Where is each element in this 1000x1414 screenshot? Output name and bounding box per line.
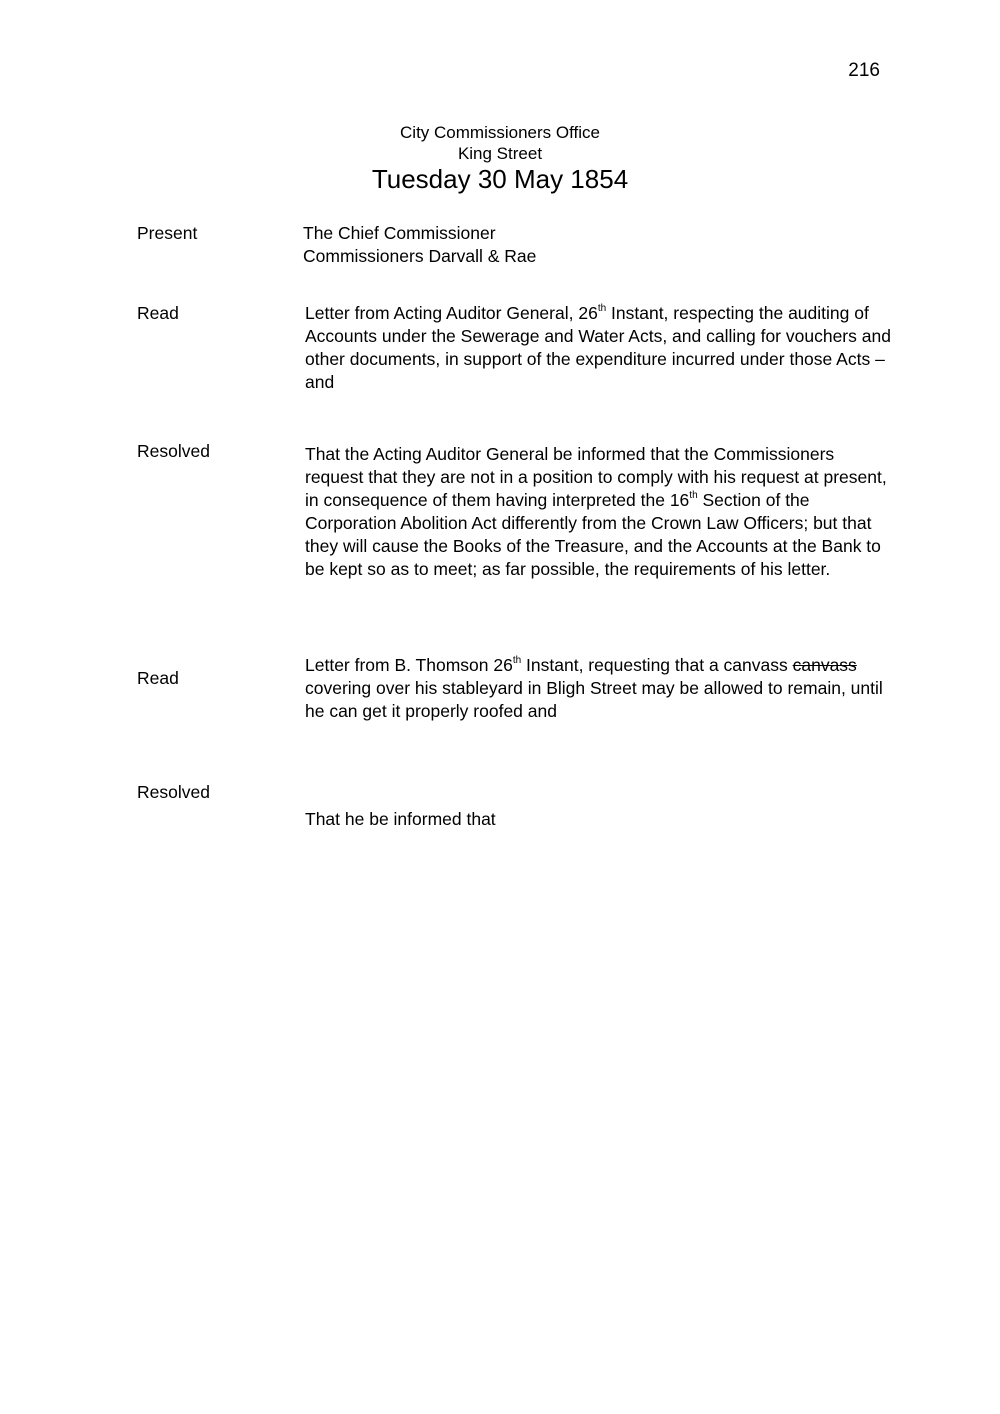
entry-2-ordinal: th — [689, 490, 698, 502]
entry-3-text-c: covering over his stableyard in Bligh Street may be allowed to remain, until he can get it properly roofed and — [305, 678, 883, 721]
entry-4-text: That he be informed that — [305, 809, 496, 829]
entry-1-text-b: Instant, respecting the auditing of Accounts under the Sewerage and Water Acts, and calling for vouchers and other documents, in support of the expenditure incurred under those Acts – and — [305, 303, 891, 392]
office-header — [300, 122, 700, 164]
entry-2-text — [305, 443, 895, 581]
entry-2-text-b: Section of the Corporation Abolition Act differently from the Crown Law Officers; but that they will cause the Books of the Treasure, and the Accounts at the Bank to be kept so as to meet; as far possible, the requirements of his letter. — [305, 490, 881, 579]
office-street: King Street — [457, 144, 543, 163]
entry-1-text — [305, 302, 895, 394]
page-number: 216 — [848, 60, 880, 81]
meeting-date-heading: Tuesday 30 May 1854 — [371, 164, 629, 194]
office-name: City Commissioners Office — [400, 123, 600, 142]
entry-3-text-a: Letter from B. Thomson 26 — [305, 655, 513, 675]
entry-3-ordinal: th — [512, 655, 522, 667]
entry-3-label: Read — [137, 668, 179, 688]
entry-3-struck-word: canvass — [792, 655, 857, 675]
entry-2-text-a: That the Acting Auditor General be informed that the Commissioners request that they are not in a position to comply with his request at present, in consequence of them having interpreted the 16 — [305, 444, 887, 510]
entry-1-ordinal: th — [597, 303, 607, 315]
present-label: Present — [137, 223, 198, 243]
entry-4-label: Resolved — [137, 782, 210, 802]
entry-1-label: Read — [137, 303, 179, 323]
entry-1-text-a: Letter from Acting Auditor General, 26 — [305, 303, 598, 323]
entry-3-text — [305, 654, 895, 723]
entry-2-label: Resolved — [137, 441, 210, 461]
present-line-2: Commissioners Darvall & Rae — [303, 246, 537, 266]
entry-3-text-b: Instant, requesting that a canvass — [521, 655, 793, 675]
present-list — [303, 222, 893, 268]
present-line-1: The Chief Commissioner — [303, 223, 496, 243]
